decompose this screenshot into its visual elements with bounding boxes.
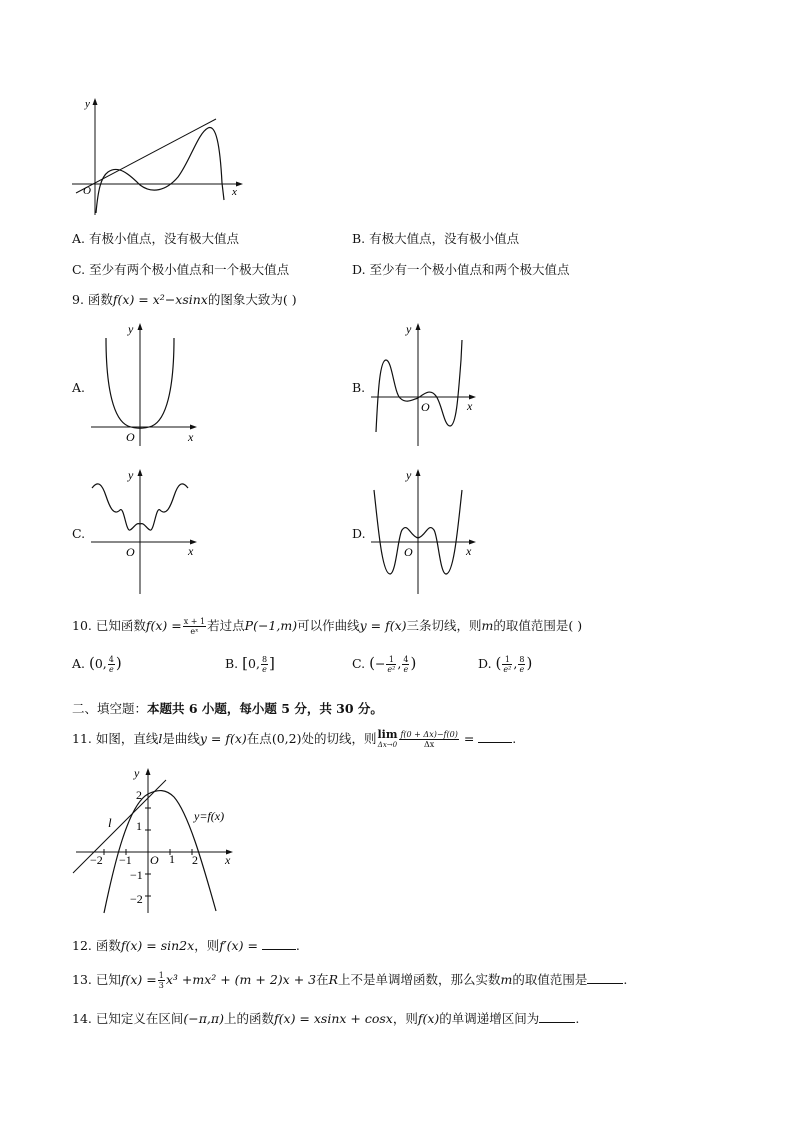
q10-stem-prefix: 10. 已知函数	[72, 618, 146, 633]
section-2-prefix: 二、填空题：	[72, 701, 148, 716]
q10-option-d-right: )	[526, 654, 533, 672]
q10-frac-num: x + 1	[183, 617, 206, 626]
q9-graph-c[interactable]	[88, 466, 208, 596]
q10-stem	[72, 616, 582, 636]
q11-point: (0,2)	[271, 731, 302, 746]
q13-end-text: 的取值范围是	[512, 972, 588, 987]
q10-option-a-num: 4	[108, 655, 114, 664]
q9d-origin-label: O	[404, 545, 413, 559]
q9a-x-label: x	[188, 430, 194, 444]
q10-option-c-num2: 4	[403, 655, 409, 664]
q9-option-d-label[interactable]: D.	[352, 526, 366, 541]
q8-x-label: x	[232, 186, 237, 198]
q13-answer-blank[interactable]	[587, 973, 623, 984]
q8-option-d[interactable]: D. 至少有一个极小值点和两个极大值点	[352, 262, 570, 277]
q9d-y-label: y	[406, 468, 412, 482]
q10-stem-mid2: 可以作曲线	[297, 618, 360, 633]
q10-option-a-left: (	[89, 654, 95, 672]
q10-option-b-value: 0,	[248, 656, 260, 671]
q9c-x-label: x	[188, 544, 194, 558]
q11-stem-mid3: 处的切线，则	[301, 731, 377, 746]
q9b-origin-label: O	[421, 400, 430, 414]
q12-stem	[72, 936, 300, 954]
q10-option-d-left: (	[495, 654, 502, 672]
q9a-origin-label: O	[126, 430, 135, 444]
q10-option-c-label: C.	[352, 656, 366, 671]
section-2-heading	[72, 699, 383, 717]
q13-r: R	[328, 972, 339, 987]
q13-stem	[72, 970, 627, 990]
q11-end: .	[512, 731, 517, 746]
q10-option-a-label: A.	[72, 656, 86, 671]
q11-fig-origin-label: O	[150, 853, 159, 867]
q10-option-a-right: )	[115, 654, 122, 672]
q8-option-b[interactable]: B. 有极大值点，没有极小值点	[352, 231, 520, 246]
q10-option-d-num2: 8	[519, 655, 525, 664]
q9c-y-label: y	[128, 468, 134, 482]
q8-option-a[interactable]: A. 有极小值点，没有极大值点	[72, 231, 239, 246]
q11-lim: lim	[377, 727, 398, 741]
q10-frac-den: eˣ	[190, 627, 199, 636]
q14-interval: (−π,π)	[183, 1011, 224, 1026]
q14-suffix: 的单调递增区间为	[439, 1011, 540, 1026]
q11-stem	[72, 729, 516, 750]
q10-option-d-den2: e	[519, 665, 525, 674]
q11-stem-prefix: 11. 如图，直线	[72, 731, 159, 746]
q9b-x-label: x	[467, 399, 473, 413]
q10-option-b-left: [	[242, 654, 249, 672]
q10-option-b-right: ]	[269, 654, 275, 672]
q10-option-b-num: 8	[261, 655, 268, 664]
q13-func-lhs: f(x) =	[120, 972, 157, 987]
q10-stem-middle: 若过点	[207, 618, 245, 633]
q10-option-d[interactable]: D. ( $\frac{1}{\text{e²}}$ , $\frac{8}{e}$ )	[478, 654, 533, 674]
q10-option-a[interactable]	[72, 654, 122, 674]
q9c-origin-label: O	[126, 545, 135, 559]
q11-stem-mid2: 在点	[246, 731, 272, 746]
q14-end: .	[575, 1011, 580, 1026]
q10-stem-end: 的取值范围是( )	[493, 618, 583, 633]
q13-stem-prefix: 13. 已知	[72, 972, 121, 987]
q10-stem-suffix: 三条切线，则	[406, 618, 482, 633]
q12-deriv: f′(x) =	[219, 938, 258, 953]
q9b-y-label: y	[406, 322, 412, 336]
q9-option-b-label[interactable]: B.	[352, 380, 366, 395]
q12-func: f(x) = sin2x	[120, 938, 195, 953]
q11-frac-num: f(0 + Δx)−f(0)	[400, 730, 458, 739]
q10-option-c-left: (	[369, 654, 375, 672]
q11-curve: y = f(x)	[199, 731, 247, 746]
q14-stem-prefix: 14. 已知定义在区间	[72, 1011, 184, 1026]
q10-option-b[interactable]	[225, 654, 275, 674]
q11-eq: =	[463, 731, 475, 746]
q9-graph-b[interactable]	[368, 320, 483, 448]
q10-fraction	[183, 617, 206, 636]
q10-option-c-right: )	[410, 654, 417, 672]
q12-stem-prefix: 12. 函数	[72, 938, 121, 953]
q9d-x-label: x	[466, 544, 472, 558]
q11-fig-tick-y-neg1: −1	[130, 868, 143, 882]
q11-fig-tick-y-2: 2	[136, 788, 142, 802]
q10-option-c[interactable]: C. (− $\frac{1}{\text{e²}}$ , $\frac{4}{e}$ )	[352, 654, 417, 674]
q9-graph-a[interactable]	[88, 320, 208, 448]
q8-option-c[interactable]: C. 至少有两个极小值点和一个极大值点	[72, 262, 290, 277]
q11-limit	[377, 727, 398, 750]
q10-option-d-num: 1	[502, 655, 512, 665]
q9-option-a-label[interactable]: A.	[72, 380, 86, 395]
q11-figure	[70, 765, 240, 915]
q11-fig-tick-y-neg2: −2	[130, 892, 143, 906]
q13-end: .	[623, 972, 628, 987]
q9-stem-suffix: 的图象大致为( )	[207, 292, 297, 307]
section-2-bold: 本题共 6 小题，每小题 5 分，共 30 分。	[147, 701, 383, 716]
q11-fig-l-label: l	[108, 815, 112, 830]
q14-mid: 上的函数	[224, 1011, 275, 1026]
q12-end: .	[295, 938, 300, 953]
q13-func-rhs: x³ +mx² + (m + 2)x + 3	[165, 972, 317, 987]
q10-option-b-den: e	[262, 665, 267, 674]
q9a-y-label: y	[128, 322, 134, 336]
q11-fig-x-label: x	[225, 853, 231, 867]
q11-l: l	[158, 731, 163, 746]
q13-frac-num: 1	[158, 971, 164, 980]
q9-option-c-label[interactable]: C.	[72, 526, 86, 541]
q10-func-lhs: f(x) =	[145, 618, 182, 633]
q10-option-d-label: D.	[478, 656, 492, 671]
q13-frac-den: 3	[158, 981, 164, 990]
q11-frac-den: Δx	[424, 740, 435, 749]
q10-point: P(−1,m)	[244, 618, 298, 633]
q9-stem	[72, 290, 297, 308]
q9-graph-d[interactable]	[368, 466, 483, 596]
q11-fig-tick-x-neg1: −1	[119, 853, 132, 867]
q14-func: f(x) = xsinx + cosx	[274, 1011, 393, 1026]
q10-option-d-den: e²	[503, 665, 512, 674]
q10-option-b-label: B.	[225, 656, 239, 671]
q14-mid2: ，则	[392, 1011, 418, 1026]
q12-mid: ，则	[194, 938, 220, 953]
q11-stem-mid: 是曲线	[162, 731, 200, 746]
q11-fig-tick-x-1: 1	[169, 852, 175, 866]
q13-mid: 在	[316, 972, 329, 987]
q10-option-c-sign: −	[374, 656, 386, 671]
q14-fx: f(x)	[417, 1011, 440, 1026]
q11-fraction	[399, 730, 458, 749]
q13-suffix: 上不是单调增函数，那么实数	[338, 972, 501, 987]
q11-fig-y-label: y	[134, 766, 140, 780]
q11-answer-blank[interactable]	[478, 732, 512, 743]
q13-m: m	[500, 972, 513, 987]
q9-stem-func: f(x) = x²−xsinx	[112, 292, 208, 307]
q14-stem	[72, 1009, 579, 1027]
q10-curve: y = f(x)	[359, 618, 407, 633]
q10-option-a-value: 0,	[94, 656, 107, 671]
q10-option-c-den: e²	[387, 665, 396, 674]
q10-m: m	[481, 618, 494, 633]
q8-figure	[68, 95, 248, 220]
q10-option-c-num: 1	[386, 655, 396, 665]
q11-fig-tick-y-1: 1	[136, 819, 142, 833]
q8-y-label: y	[85, 98, 90, 110]
q8-origin-label: O	[83, 185, 91, 197]
q10-option-c-den2: e	[403, 665, 409, 674]
q11-fig-tick-x-neg2: −2	[90, 853, 103, 867]
q11-fig-tick-x-2: 2	[192, 853, 198, 867]
q10-option-a-den: e	[108, 665, 114, 674]
q12-answer-blank[interactable]	[262, 939, 296, 950]
q14-answer-blank[interactable]	[539, 1012, 575, 1023]
q11-lim-sub: Δx→0	[377, 740, 398, 749]
q11-fig-curve-label: y=f(x)	[194, 809, 225, 823]
q9-stem-prefix: 9. 函数	[72, 292, 113, 307]
